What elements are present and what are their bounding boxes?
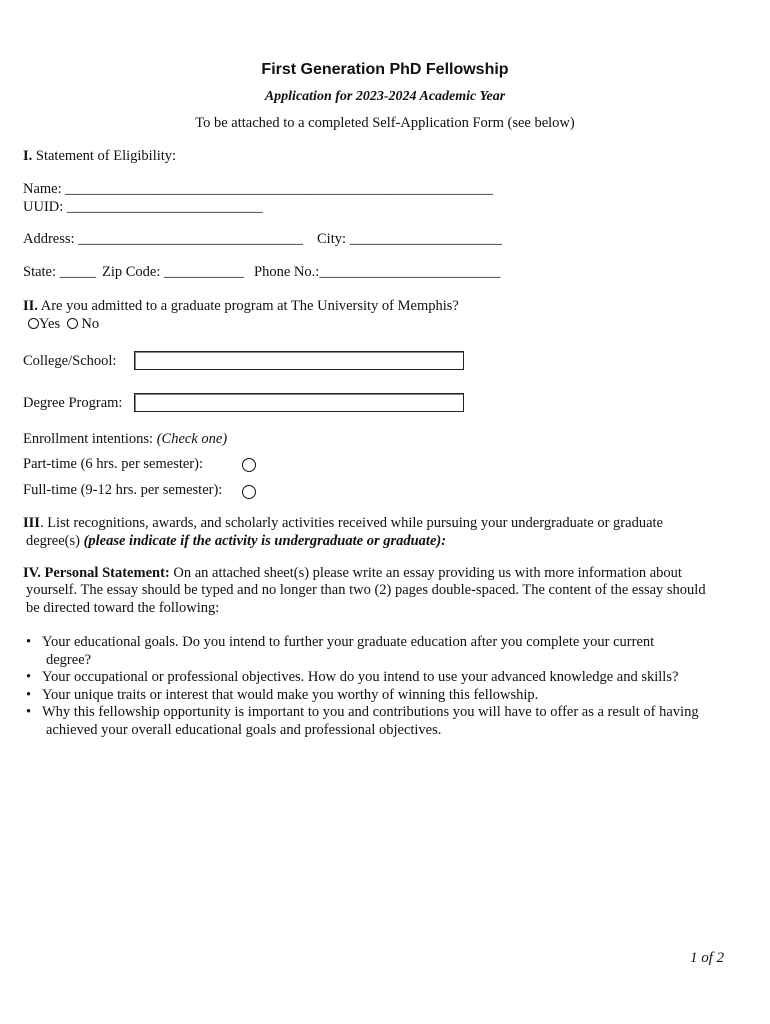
bullet-icon: •: [26, 704, 32, 720]
section-4-line3: be directed toward the following:: [26, 600, 220, 616]
section-1-number: I.: [23, 148, 33, 164]
parttime-label: Part-time (6 hrs. per semester):: [23, 456, 203, 472]
section-3-line2: [26, 533, 446, 550]
admitted-options: [28, 316, 99, 333]
section-3-text: . List recognitions, awards, and scholarly activities received while pursuing your undergraduate or graduate: [39, 515, 663, 531]
phone-field[interactable]: Phone No.:_________________________: [254, 264, 501, 280]
bullet-icon: •: [26, 686, 32, 703]
city-field[interactable]: City: _____________________: [317, 231, 502, 247]
fulltime-label: Full-time (9-12 hrs. per semester):: [23, 482, 223, 498]
attached-note: To be attached to a completed Self-Application Form (see below): [195, 115, 575, 131]
essay-topics-list: [24, 634, 744, 739]
enrollment-hint: (Check one): [156, 431, 228, 447]
page-number: 1 of 2: [690, 950, 725, 966]
enrollment-label: Enrollment intentions:: [23, 431, 154, 447]
list-item: • Why this fellowship opportunity is important to you and contributions you will have to offer as a result of having achieved your overall educational goals and professional objectives.: [26, 704, 699, 738]
section-1-title: Statement of Eligibility:: [35, 148, 177, 164]
section-2-question: [23, 298, 459, 315]
page-title: First Generation PhD Fellowship: [261, 61, 509, 78]
name-field[interactable]: Name: ___________________________________________________________: [23, 181, 494, 197]
section-3-emphasis: (please indicate if the activity is undergraduate or graduate):: [83, 533, 447, 549]
section-4-heading: IV. Personal Statement:: [23, 565, 170, 581]
list-item: • Your occupational or professional objectives. How do you intend to use your advanced knowledge and skills?: [26, 669, 679, 685]
yes-radio[interactable]: [28, 318, 39, 329]
page-subtitle: Application for 2023-2024 Academic Year: [264, 89, 506, 104]
uuid-field[interactable]: UUID: ___________________________: [23, 199, 263, 215]
college-input[interactable]: [134, 351, 464, 370]
address-field[interactable]: Address: _______________________________: [23, 231, 303, 247]
degree-label: Degree Program:: [23, 395, 123, 411]
yes-label: Yes: [39, 316, 61, 332]
section-3-text2: degree(s): [26, 533, 80, 549]
college-label: College/School:: [23, 353, 117, 369]
section-4-line2: yourself. The essay should be typed and no longer than two (2) pages double-spaced. The content of the essay should: [26, 582, 706, 598]
section-2-question-text: Are you admitted to a graduate program at The University of Memphis?: [40, 298, 459, 314]
zip-field[interactable]: Zip Code: ___________: [102, 264, 244, 280]
no-radio[interactable]: [67, 318, 78, 329]
section-1-heading: [23, 148, 176, 165]
bullet-icon: •: [26, 669, 32, 685]
section-4-text1: On an attached sheet(s) please write an essay providing us with more information about: [173, 565, 682, 581]
section-4-line1: [23, 565, 682, 582]
state-field[interactable]: State: _____: [23, 264, 96, 280]
no-label: No: [81, 316, 100, 332]
section-2-number: II.: [23, 298, 38, 314]
list-item: • Your educational goals. Do you intend to further your graduate education after you complete your current degree?: [26, 634, 655, 668]
degree-input[interactable]: [134, 393, 464, 412]
section-3-line1: [23, 515, 663, 532]
parttime-radio[interactable]: [242, 458, 256, 472]
list-item: • Your unique traits or interest that would make you worthy of winning this fellowship.: [26, 686, 539, 703]
section-3-number: III: [23, 515, 40, 531]
bullet-icon: •: [26, 634, 32, 650]
fulltime-radio[interactable]: [242, 485, 256, 499]
enrollment-heading: [23, 431, 227, 448]
